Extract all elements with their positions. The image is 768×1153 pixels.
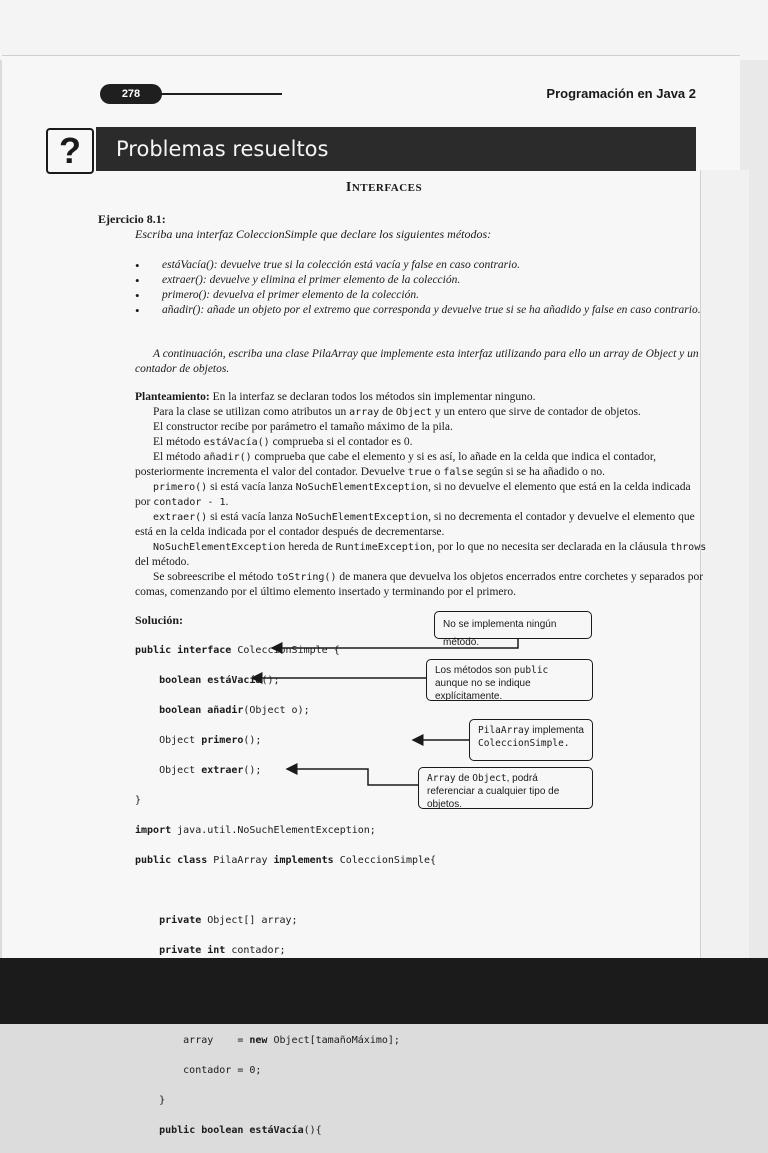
planteamiento-p7: extraer() si está vacía lanza NoSuchElementException, si no decrementa el contador y devuelve el elemento que está en la celda indicada por el contador después de decrementarse. [135, 511, 695, 538]
planteamiento-p9: Se sobreescribe el método toString() de manera que devuelva los objetos encerrados entre corchetes y separados por comas, comenzando por el último elemento insertado y terminando por el primero. [135, 571, 704, 598]
code-line: } [135, 1095, 166, 1106]
solucion-label: Solución: [135, 613, 184, 627]
code-line: Object extraer(); [135, 765, 262, 776]
arrow-line [287, 769, 418, 785]
code-line: import java.util.NoSuchElementException; [135, 825, 376, 836]
exercise-statement: Escriba una interfaz ColeccionSimple que declare los siguientes métodos: [135, 227, 492, 241]
list-item: • primero(): devuelva el primer elemento de la colección. [135, 288, 705, 303]
code-line: private Object[] array; [159, 915, 298, 926]
list-item: • estáVacía(): devuelve true si la colección está vacía y false en caso contrario. [135, 258, 705, 273]
exercise-continuation: A continuación, escriba una clase PilaArray que implemente esta interfaz utilizando para ello un array de Object y un contador de objetos. [135, 348, 699, 375]
planteamiento-p8: NoSuchElementException hereda de RuntimeException, por lo que no necesita ser declarada en la cláusula throws del método. [135, 541, 707, 568]
section-title: INTERFACES [345, 180, 423, 195]
running-title: Programación en Java 2 [546, 86, 696, 101]
planteamiento-p4: El método estáVacía() comprueba si el contador es 0. [153, 436, 413, 448]
scan-bottom-shadow [0, 958, 768, 1024]
code-line: public class PilaArray implements ColeccionSimple{ [135, 855, 437, 866]
planteamiento-p5: El método añadir() comprueba que cabe el elemento y si es así, lo añade en la celda que indica el contador, posteriormente incrementa el valor del contador. Devuelve true o false según si se ha añadido o no. [135, 451, 657, 478]
code-line: Object primero(); [135, 735, 262, 746]
page-number-pill: 278 [100, 84, 162, 104]
code-line: contador = 0; [135, 1065, 262, 1076]
code-line: } [135, 795, 142, 806]
code-line: array = new Object[tamañoMáximo]; [135, 1035, 400, 1046]
callout-pilaarray-implementa: PilaArray implementa ColeccionSimple. [469, 719, 593, 761]
code-line: public interface ColeccionSimple { [135, 645, 340, 656]
callout-metodos-public: Los métodos son public aunque no se indique explícitamente. [426, 659, 593, 701]
code-line: boolean estáVacía(); [159, 675, 280, 686]
callout-array-object: Array de Object, podrá referenciar a cualquier tipo de objetos. [418, 767, 593, 809]
code-line: private int contador; [159, 945, 286, 956]
planteamiento-p6: primero() si está vacía lanza NoSuchElementException, si no devuelve el elemento que está en la celda indicada por contador - 1. [135, 481, 691, 508]
list-item: • añadir(): añade un objeto por el extremo que corresponda y devuelve true si se ha añadido y false en caso contrario. [135, 303, 705, 318]
callout-no-implementa: No se implementa ningún método. [434, 611, 592, 639]
code-line: boolean añadir(Object o); [159, 705, 310, 716]
question-mark-icon: ? [46, 128, 94, 174]
planteamiento-p3: El constructor recibe por parámetro el tamaño máximo de la pila. [153, 421, 453, 433]
planteamiento-p1: Planteamiento: En la interfaz se declaran todos los métodos sin implementar ninguno. [135, 391, 536, 403]
planteamiento-p2: Para la clase se utilizan como atributos un array de Object y un entero que sirve de contador de objetos. [153, 406, 641, 418]
code-line: public boolean estáVacía(){ [159, 1125, 322, 1136]
exercise-label: Ejercicio 8.1: [98, 212, 166, 226]
banner-title: Problemas resueltos [116, 137, 329, 161]
arrow-line [272, 639, 518, 648]
list-item: • extraer(): devuelve y elimina el primer elemento de la colección. [135, 273, 705, 288]
